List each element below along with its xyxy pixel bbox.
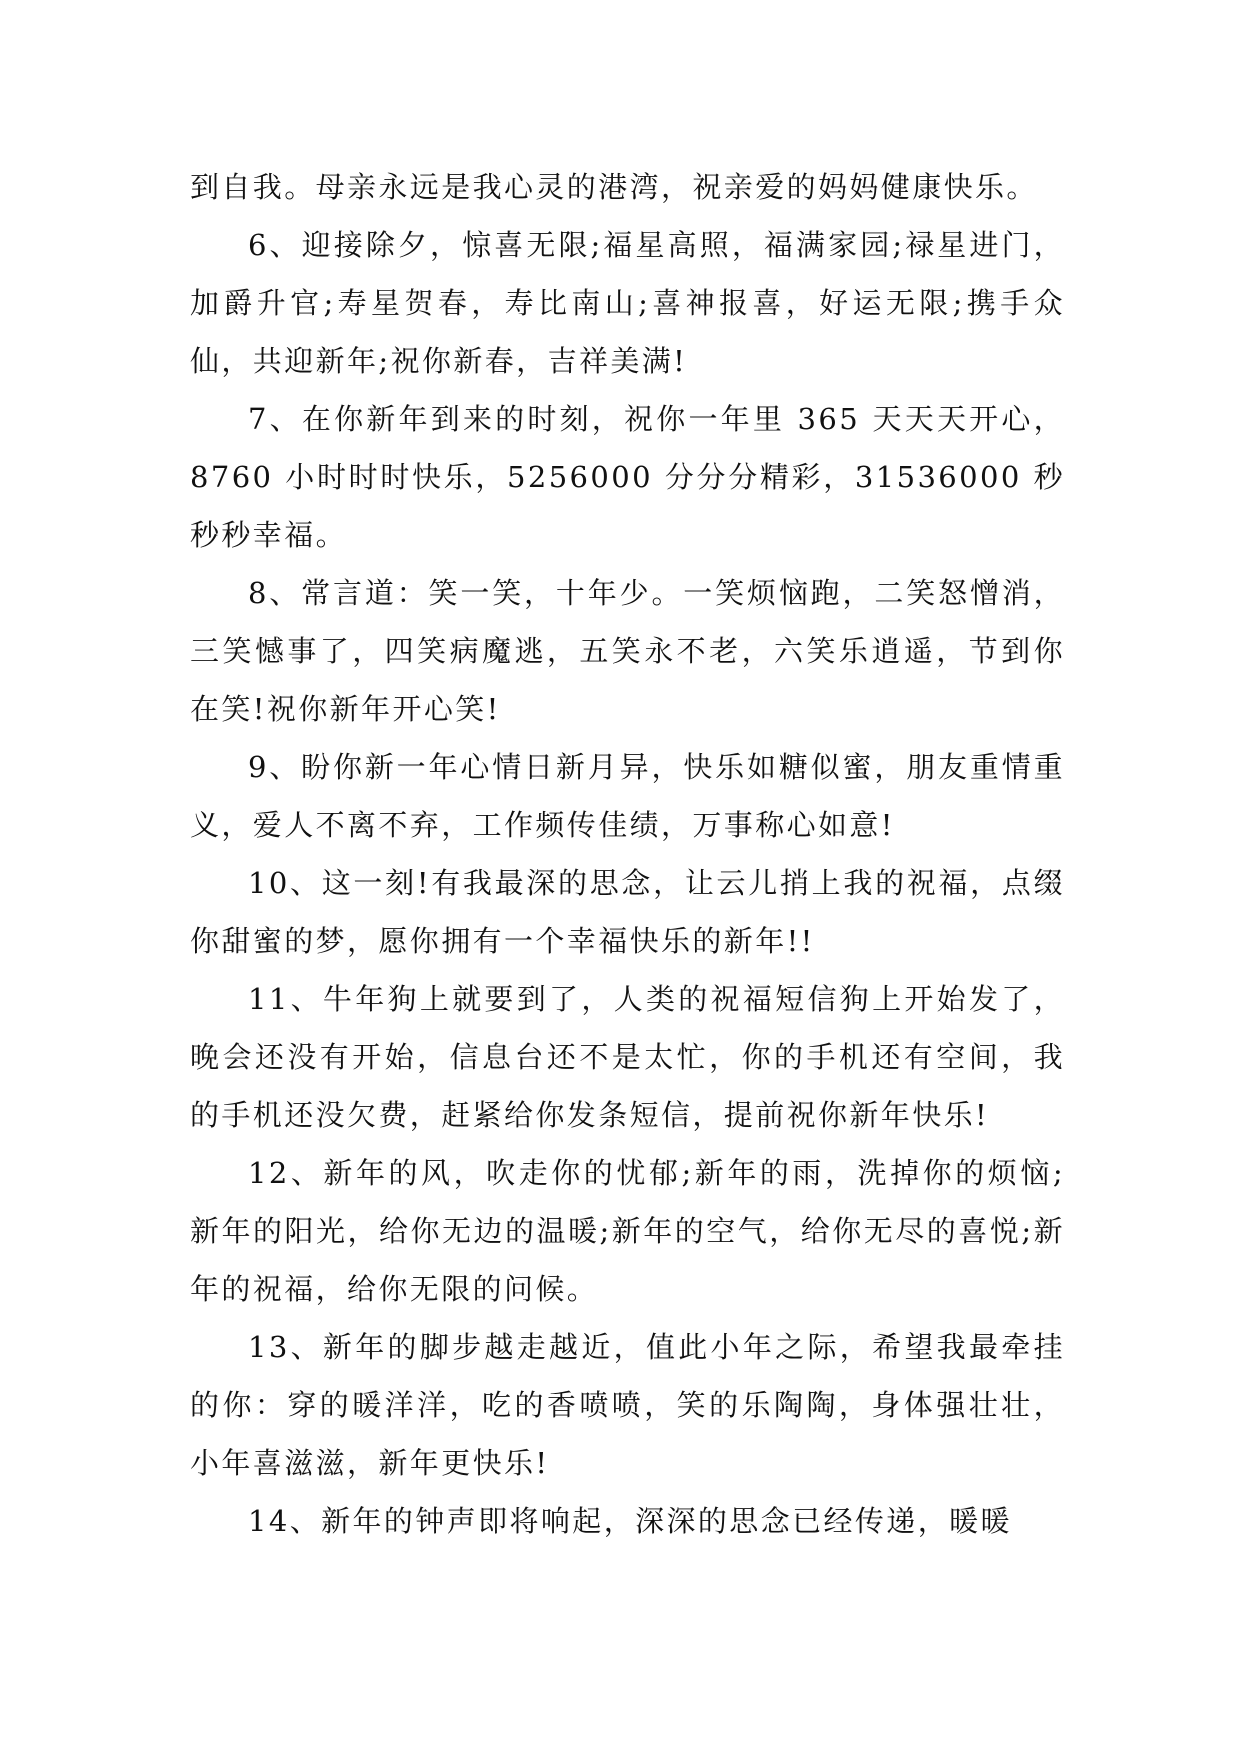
paragraph-wish-14: 14、新年的钟声即将响起，深深的思念已经传递，暖暖 — [248, 1504, 1012, 1538]
paragraph-wish-11: 11、牛年狗上就要到了，人类的祝福短信狗上开始发了，晚会还没有开始，信息台还不是太忙，你的手机还有空间，我的手机还没欠费，赶紧给你发条短信，提前祝你新年快乐! — [190, 982, 1065, 1132]
document-body — [190, 158, 1065, 1550]
paragraph-wish-9: 9、盼你新一年心情日新月异，快乐如糖似蜜，朋友重情重义，爱人不离不弃，工作频传佳绩，万事称心如意! — [190, 750, 1065, 842]
paragraph-wish-6: 6、迎接除夕，惊喜无限;福星高照，福满家园;禄星进门，加爵升官;寿星贺春，寿比南山;喜神报喜，好运无限;携手众仙，共迎新年;祝你新春，吉祥美满! — [190, 228, 1065, 378]
paragraph-wish-12: 12、新年的风，吹走你的忧郁;新年的雨，洗掉你的烦恼;新年的阳光，给你无边的温暖;新年的空气，给你无尽的喜悦;新年的祝福，给你无限的问候。 — [190, 1156, 1065, 1306]
paragraph-wish-13: 13、新年的脚步越走越近，值此小年之际，希望我最牵挂的你：穿的暖洋洋，吃的香喷喷，笑的乐陶陶，身体强壮壮，小年喜滋滋，新年更快乐! — [190, 1330, 1065, 1480]
paragraph-continuation: 到自我。母亲永远是我心灵的港湾，祝亲爱的妈妈健康快乐。 — [190, 170, 1038, 204]
paragraph-wish-10: 10、这一刻!有我最深的思念，让云儿捎上我的祝福，点缀你甜蜜的梦，愿你拥有一个幸福快乐的新年!! — [190, 866, 1065, 958]
paragraph-wish-8: 8、常言道：笑一笑，十年少。一笑烦恼跑，二笑怒憎消，三笑憾事了，四笑病魔逃，五笑永不老，六笑乐逍遥，节到你在笑!祝你新年开心笑! — [190, 576, 1065, 726]
paragraph-wish-7: 7、在你新年到来的时刻，祝你一年里 365 天天天开心，8760 小时时时快乐，5256000 分分分精彩，31536000 秒秒秒幸福。 — [190, 402, 1065, 552]
